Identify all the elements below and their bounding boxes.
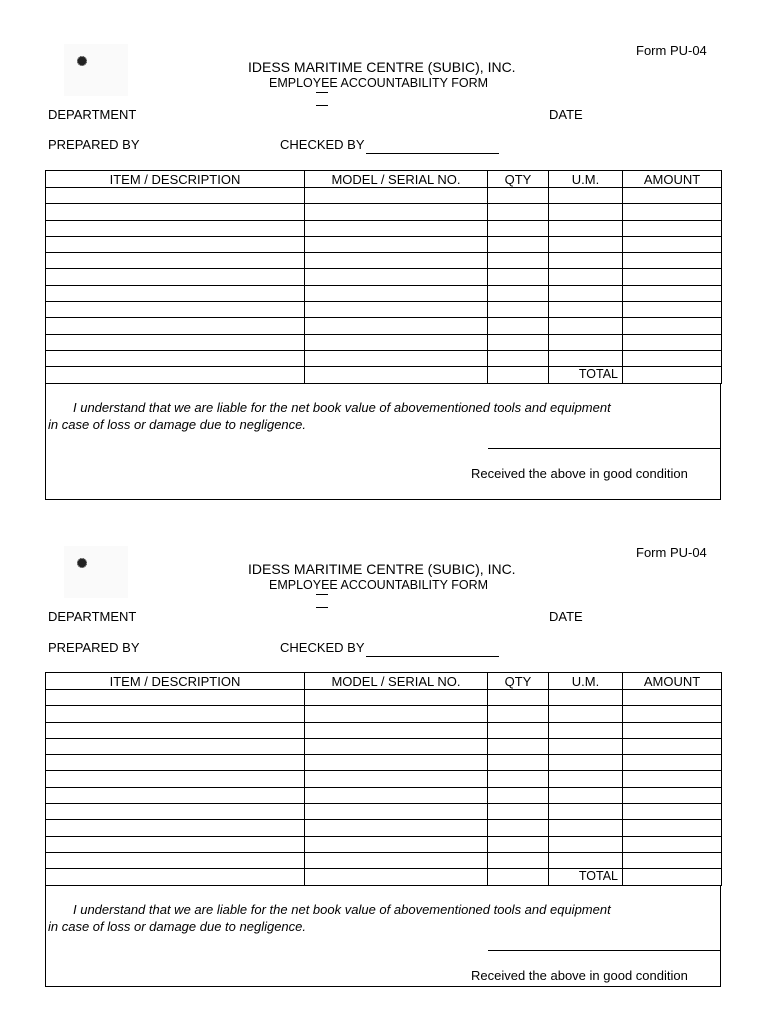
form-title: EMPLOYEE ACCOUNTABILITY FORM	[269, 578, 489, 592]
checked-by-line[interactable]	[366, 656, 499, 657]
table-row[interactable]	[46, 350, 722, 366]
checked-by-label: CHECKED BY	[280, 137, 365, 152]
serial-stub-right	[427, 705, 487, 706]
col-qty: QTY	[488, 673, 549, 690]
accountability-form-1	[0, 0, 768, 481]
col-item-description: ITEM / DESCRIPTION	[46, 673, 305, 690]
table-row[interactable]	[46, 334, 722, 350]
checked-by-label: CHECKED BY	[280, 640, 365, 655]
statement-line-1: I understand that we are liable for the net book value of abovementioned tools and equipment	[73, 902, 611, 917]
statement-line-1: I understand that we are liable for the net book value of abovementioned tools and equipment	[73, 400, 611, 415]
statement-line-2: in case of loss or damage due to negligence.	[48, 919, 307, 934]
received-label: Received the above in good condition	[471, 968, 688, 983]
form-code: Form PU-04	[636, 545, 707, 560]
table-row[interactable]	[46, 836, 722, 852]
accountability-form-2	[0, 502, 768, 983]
date-label: DATE	[549, 609, 583, 624]
company-name: IDESS MARITIME CENTRE (SUBIC), INC.	[248, 561, 516, 577]
table-row[interactable]	[46, 706, 722, 722]
col-um: U.M.	[549, 171, 623, 188]
table-row[interactable]	[46, 787, 722, 803]
logo-emblem-icon	[77, 56, 87, 66]
title-mark	[316, 594, 328, 595]
department-label: DEPARTMENT	[48, 609, 137, 624]
col-amount: AMOUNT	[623, 673, 722, 690]
title-dash	[316, 607, 328, 608]
serial-stub-left	[304, 203, 317, 204]
col-um: U.M.	[549, 673, 623, 690]
title-dash	[316, 105, 328, 106]
col-amount: AMOUNT	[623, 171, 722, 188]
col-qty: QTY	[488, 171, 549, 188]
table-row[interactable]	[46, 738, 722, 754]
total-amount-cell[interactable]	[623, 869, 722, 885]
statement-line-2: in case of loss or damage due to negligence.	[48, 417, 307, 432]
company-name: IDESS MARITIME CENTRE (SUBIC), INC.	[248, 59, 516, 75]
signature-line[interactable]	[488, 448, 720, 449]
liability-note	[45, 384, 721, 500]
table-row[interactable]	[46, 852, 722, 868]
items-table	[45, 170, 722, 384]
table-row[interactable]	[46, 269, 722, 285]
title-mark	[316, 92, 328, 93]
total-amount-cell[interactable]	[623, 367, 722, 383]
table-row[interactable]	[46, 302, 722, 318]
prepared-by-label: PREPARED BY	[48, 640, 140, 655]
liability-statement	[48, 399, 708, 433]
table-row[interactable]	[46, 804, 722, 820]
table-header-row	[46, 171, 722, 188]
form-code: Form PU-04	[636, 43, 707, 58]
signature-line[interactable]	[488, 950, 720, 951]
company-logo	[64, 44, 128, 96]
table-row[interactable]	[46, 755, 722, 771]
table-row[interactable]	[46, 318, 722, 334]
serial-stub-right	[427, 203, 487, 204]
company-logo	[64, 546, 128, 598]
col-item-description: ITEM / DESCRIPTION	[46, 171, 305, 188]
col-model-serial: MODEL / SERIAL NO.	[305, 673, 488, 690]
table-row[interactable]	[46, 236, 722, 252]
checked-by-line[interactable]	[366, 153, 499, 154]
total-label: TOTAL	[549, 367, 623, 383]
logo-emblem-icon	[77, 558, 87, 568]
date-label: DATE	[549, 107, 583, 122]
table-row[interactable]	[46, 188, 722, 204]
received-label: Received the above in good condition	[471, 466, 688, 481]
table-row[interactable]	[46, 690, 722, 706]
table-row[interactable]	[46, 722, 722, 738]
table-row[interactable]	[46, 285, 722, 301]
table-row[interactable]	[46, 820, 722, 836]
table-row[interactable]	[46, 204, 722, 220]
liability-statement	[48, 901, 708, 935]
total-row	[46, 869, 722, 885]
table-header-row	[46, 673, 722, 690]
form-title: EMPLOYEE ACCOUNTABILITY FORM	[269, 76, 489, 90]
total-row	[46, 367, 722, 383]
liability-note	[45, 886, 721, 987]
total-label: TOTAL	[549, 869, 623, 885]
serial-stub-left	[304, 705, 317, 706]
prepared-by-label: PREPARED BY	[48, 137, 140, 152]
table-row[interactable]	[46, 771, 722, 787]
table-row[interactable]	[46, 253, 722, 269]
department-label: DEPARTMENT	[48, 107, 137, 122]
items-table	[45, 672, 722, 886]
table-row[interactable]	[46, 220, 722, 236]
col-model-serial: MODEL / SERIAL NO.	[305, 171, 488, 188]
